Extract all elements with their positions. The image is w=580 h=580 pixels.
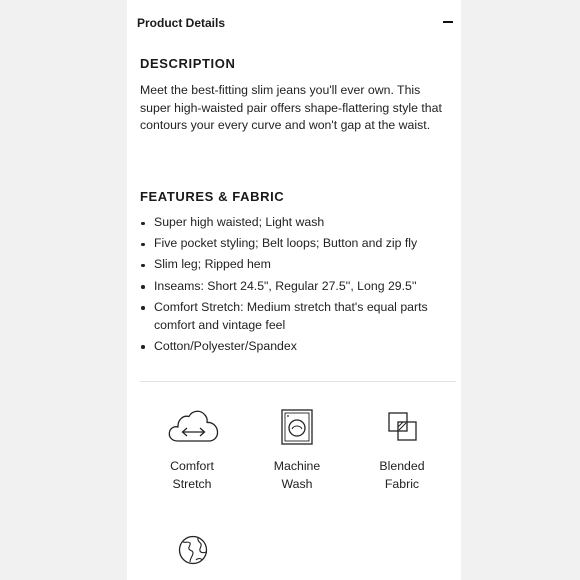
description-text: Meet the best-fitting slim jeans you'll ever own. This super high-waisted pair offers shape-flattering style that contours your every curve and won't gap at the waist. (140, 83, 442, 133)
badge-machine-wash (252, 458, 342, 493)
list-item: Comfort Stretch: Medium stretch that's equal parts comfort and vintage feel (140, 299, 460, 334)
product-details-title: Product Details (137, 16, 226, 30)
features-heading: FEATURES & FABRIC (140, 189, 285, 204)
description-heading: DESCRIPTION (140, 56, 236, 71)
badge-label: Comfort (170, 459, 214, 473)
divider (140, 381, 456, 382)
badge-label: Blended (379, 459, 425, 473)
badge-blended-fabric (357, 458, 447, 493)
badge-label: Fabric (384, 476, 420, 491)
list-item: Five pocket styling; Belt loops; Button and zip fly (140, 235, 460, 253)
list-item: Inseams: Short 24.5", Regular 27.5'', Long 29.5'' (140, 278, 460, 296)
badge-comfort-stretch (147, 458, 237, 493)
features-list (140, 214, 460, 359)
cloud-stretch-icon (167, 408, 221, 446)
list-item: Cotton/Polyester/Spandex (140, 338, 460, 356)
list-item: Slim leg; Ripped hem (140, 256, 460, 274)
washing-machine-icon (280, 408, 314, 446)
blended-fabric-icon (387, 411, 419, 443)
globe-icon (177, 534, 209, 566)
list-item: Super high waisted; Light wash (140, 214, 460, 232)
badge-label: Stretch (172, 476, 212, 491)
product-details-panel (127, 0, 461, 580)
badge-label: Machine (273, 459, 321, 473)
minus-icon[interactable] (443, 21, 453, 23)
badge-label: Wash (281, 476, 313, 491)
product-details-header[interactable] (137, 14, 455, 30)
